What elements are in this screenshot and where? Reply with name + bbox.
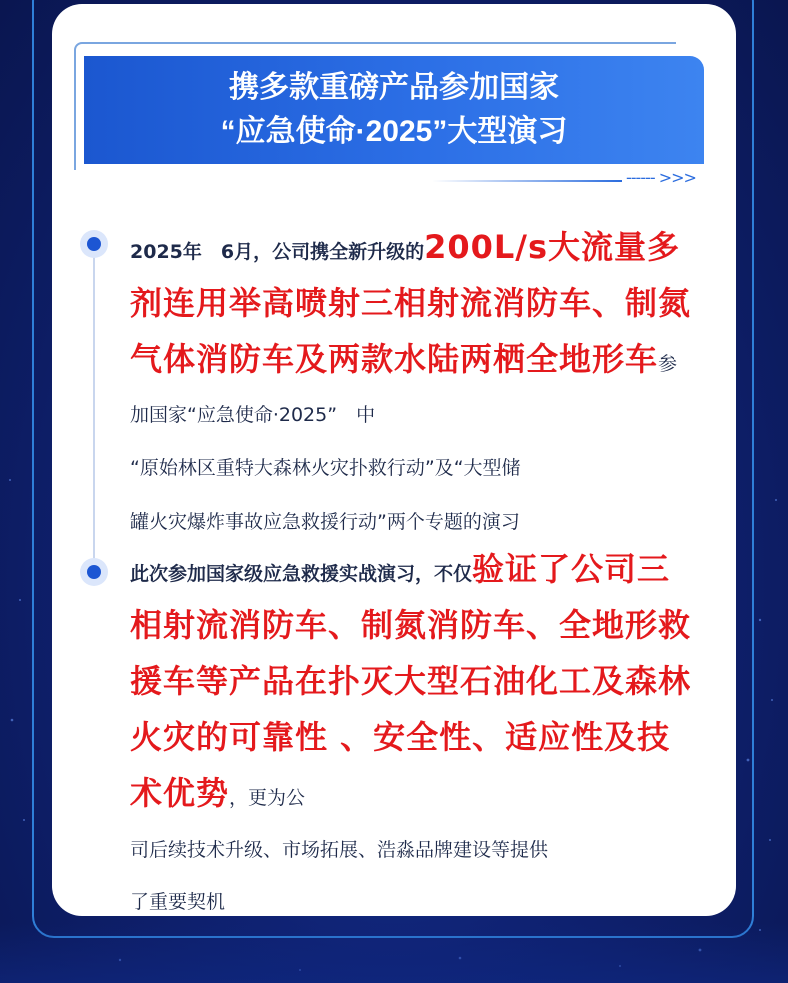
paragraph-2 xyxy=(130,544,696,928)
paragraph-1 xyxy=(130,222,696,549)
bottom-glow xyxy=(0,923,788,983)
bullet-dot-icon xyxy=(80,558,108,586)
paragraph-2-line-7: 司后续技术升级、市场拓展、浩淼品牌建设等提供 xyxy=(130,839,549,861)
title-line-2: “应急使命·2025”大型演习 xyxy=(220,115,568,148)
paragraph-2-mid: ，更为公 xyxy=(229,787,306,809)
paragraph-1-mid: 参加国家“应急使命·2025” 中 xyxy=(130,353,678,426)
paragraph-1-highlight: 200L/s大流量多剂连用举高喷射三相射流消防车、制氮气体消防车及两款水陆两栖全地形车 xyxy=(130,228,692,378)
paragraph-2-highlight: 验证了公司三相射流消防车、制氮消防车、全地形救援车等产品在扑灭大型石油化工及森林火灾的可靠性 、安全性、适应性及技术优势 xyxy=(130,550,692,812)
decorative-arrows-icon: ------ >>> xyxy=(626,168,696,187)
paragraph-1-line-6: 罐火灾爆炸事故应急救援行动”两个专题的演习 xyxy=(130,511,520,533)
paragraph-1-line-5: “原始林区重特大森林火灾扑救行动”及“大型储 xyxy=(130,457,521,479)
decorative-line xyxy=(432,180,622,182)
title-line-1: 携多款重磅产品参加国家 xyxy=(229,71,559,104)
timeline-line xyxy=(93,246,95,576)
paragraph-2-line-8: 了重要契机 xyxy=(130,891,226,913)
title-banner xyxy=(84,56,704,164)
paragraph-2-intro: 此次参加国家级应急救援实战演习，不仅 xyxy=(130,563,473,585)
bullet-dot-icon xyxy=(80,230,108,258)
content-card xyxy=(52,4,736,916)
paragraph-1-intro: 2025年 6月，公司携全新升级的 xyxy=(130,241,425,263)
